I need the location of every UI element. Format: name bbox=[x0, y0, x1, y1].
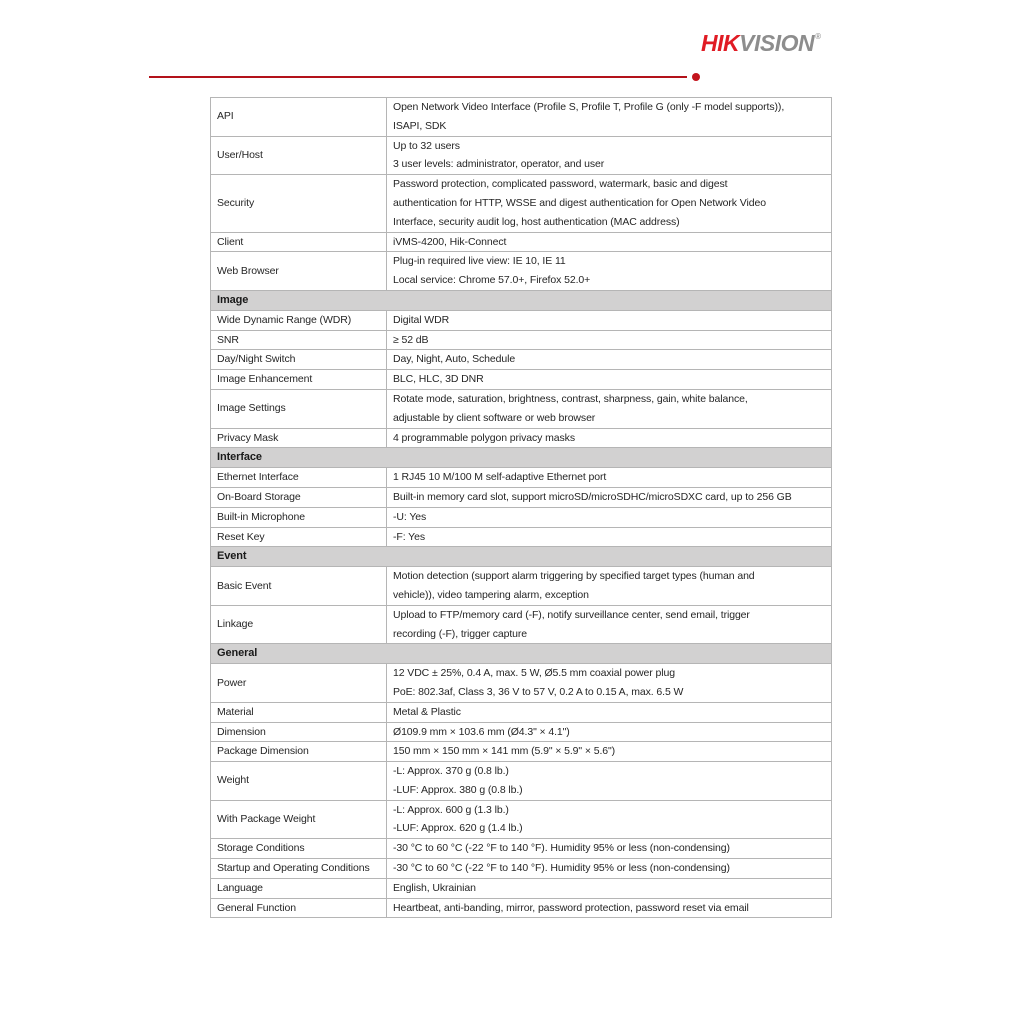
spec-row bbox=[211, 898, 832, 918]
spec-row bbox=[211, 605, 832, 644]
spec-value bbox=[387, 468, 832, 488]
spec-value-line: -L: Approx. 600 g (1.3 lb.) bbox=[393, 803, 509, 816]
spec-value-line: Open Network Video Interface (Profile S, Profile T, Profile G (only -F model supports)), bbox=[393, 101, 785, 113]
spec-label: On-Board Storage bbox=[211, 487, 387, 507]
spec-value-line: 3 user levels: administrator, operator, and user bbox=[393, 158, 605, 171]
spec-value bbox=[387, 507, 832, 527]
spec-value-line: -LUF: Approx. 620 g (1.4 lb.) bbox=[393, 822, 523, 835]
spec-row bbox=[211, 567, 832, 606]
spec-label: Security bbox=[211, 175, 387, 232]
spec-row bbox=[211, 370, 832, 390]
spec-value-line: iVMS-4200, Hik-Connect bbox=[393, 235, 507, 248]
spec-value-line: Ø109.9 mm × 103.6 mm (Ø4.3" × 4.1") bbox=[393, 725, 570, 738]
spec-label: Wide Dynamic Range (WDR) bbox=[211, 310, 387, 330]
spec-value bbox=[387, 487, 832, 507]
spec-value bbox=[387, 389, 832, 428]
spec-value-line: adjustable by client software or web browser bbox=[393, 411, 596, 424]
spec-value-line: Upload to FTP/memory card (-F), notify surveillance center, send email, trigger bbox=[393, 608, 750, 621]
spec-row bbox=[211, 428, 832, 448]
spec-value-line: -L: Approx. 370 g (0.8 lb.) bbox=[393, 765, 509, 778]
spec-value-line: 12 VDC ± 25%, 0.4 A, max. 5 W, Ø5.5 mm coaxial power plug bbox=[393, 667, 675, 680]
logo-text-vision: VISION bbox=[739, 30, 815, 56]
section-row bbox=[211, 547, 832, 567]
spec-value bbox=[387, 428, 832, 448]
spec-value bbox=[387, 350, 832, 370]
spec-value-line: Interface, security audit log, host authentication (MAC address) bbox=[393, 215, 680, 228]
spec-value-line: Up to 32 users bbox=[393, 139, 460, 152]
spec-label: Built-in Microphone bbox=[211, 507, 387, 527]
spec-value bbox=[387, 232, 832, 252]
spec-label: User/Host bbox=[211, 136, 387, 175]
spec-value-line: 1 RJ45 10 M/100 M self-adaptive Ethernet port bbox=[393, 471, 607, 484]
spec-value-line: authentication for HTTP, WSSE and digest authentication for Open Network Video bbox=[393, 196, 766, 209]
spec-value bbox=[387, 310, 832, 330]
spec-row bbox=[211, 487, 832, 507]
trademark-icon: ® bbox=[815, 32, 821, 41]
spec-value bbox=[387, 330, 832, 350]
spec-value bbox=[387, 702, 832, 722]
spec-value bbox=[387, 859, 832, 879]
spec-value bbox=[387, 762, 832, 801]
spec-row bbox=[211, 350, 832, 370]
spec-value bbox=[387, 898, 832, 918]
section-row bbox=[211, 290, 832, 310]
spec-row bbox=[211, 742, 832, 762]
spec-value-line: Plug-in required live view: IE 10, IE 11 bbox=[393, 255, 566, 268]
section-header: Image bbox=[211, 290, 832, 310]
spec-value-line: recording (-F), trigger capture bbox=[393, 627, 528, 640]
spec-table-body bbox=[211, 98, 832, 918]
spec-row bbox=[211, 878, 832, 898]
spec-label: API bbox=[211, 98, 387, 137]
spec-row bbox=[211, 507, 832, 527]
spec-value bbox=[387, 878, 832, 898]
spec-value-line: -U: Yes bbox=[393, 510, 427, 523]
logo-text-hik: HIK bbox=[701, 30, 740, 56]
spec-label: Client bbox=[211, 232, 387, 252]
spec-row bbox=[211, 859, 832, 879]
spec-value-line: Day, Night, Auto, Schedule bbox=[393, 353, 516, 366]
spec-value-line: 4 programmable polygon privacy masks bbox=[393, 431, 575, 444]
spec-value-line: ≥ 52 dB bbox=[393, 333, 429, 346]
spec-row bbox=[211, 175, 832, 232]
spec-label: Day/Night Switch bbox=[211, 350, 387, 370]
section-header: General bbox=[211, 644, 832, 664]
header-divider-dot-icon bbox=[692, 73, 700, 81]
spec-label: Basic Event bbox=[211, 567, 387, 606]
section-header: Event bbox=[211, 547, 832, 567]
spec-value bbox=[387, 252, 832, 291]
spec-value bbox=[387, 98, 832, 137]
spec-label: Linkage bbox=[211, 605, 387, 644]
spec-label: Reset Key bbox=[211, 527, 387, 547]
spec-label: Image Enhancement bbox=[211, 370, 387, 390]
spec-value-line: -F: Yes bbox=[393, 530, 425, 543]
hikvision-logo bbox=[701, 30, 821, 57]
spec-row bbox=[211, 232, 832, 252]
spec-value-line: ISAPI, SDK bbox=[393, 119, 447, 132]
spec-label: Web Browser bbox=[211, 252, 387, 291]
spec-row bbox=[211, 98, 832, 137]
spec-label: Image Settings bbox=[211, 389, 387, 428]
spec-label: Power bbox=[211, 664, 387, 703]
spec-row bbox=[211, 527, 832, 547]
spec-value-line: -30 °C to 60 °C (-22 °F to 140 °F). Humidity 95% or less (non-condensing) bbox=[393, 842, 730, 855]
spec-label: General Function bbox=[211, 898, 387, 918]
spec-value-line: BLC, HLC, 3D DNR bbox=[393, 373, 484, 386]
spec-value bbox=[387, 605, 832, 644]
spec-value-line: vehicle)), video tampering alarm, exception bbox=[393, 588, 589, 601]
header-divider-rule bbox=[149, 76, 687, 78]
spec-value bbox=[387, 800, 832, 839]
spec-value-line: -30 °C to 60 °C (-22 °F to 140 °F). Humidity 95% or less (non-condensing) bbox=[393, 862, 730, 875]
spec-value-line: Local service: Chrome 57.0+, Firefox 52.0+ bbox=[393, 274, 591, 287]
spec-value-line: Metal & Plastic bbox=[393, 705, 461, 718]
spec-row bbox=[211, 468, 832, 488]
spec-label: Startup and Operating Conditions bbox=[211, 859, 387, 879]
section-header: Interface bbox=[211, 448, 832, 468]
spec-row bbox=[211, 310, 832, 330]
spec-label: Privacy Mask bbox=[211, 428, 387, 448]
spec-value bbox=[387, 664, 832, 703]
spec-value-line: Built-in memory card slot, support microSD/microSDHC/microSDXC card, up to 256 GB bbox=[393, 490, 792, 503]
section-row bbox=[211, 644, 832, 664]
spec-value bbox=[387, 742, 832, 762]
section-row bbox=[211, 448, 832, 468]
spec-value-line: -LUF: Approx. 380 g (0.8 lb.) bbox=[393, 783, 523, 796]
spec-row bbox=[211, 722, 832, 742]
spec-value-line: PoE: 802.3af, Class 3, 36 V to 57 V, 0.2 A to 0.15 A, max. 6.5 W bbox=[393, 685, 684, 698]
spec-row bbox=[211, 252, 832, 291]
spec-row bbox=[211, 330, 832, 350]
spec-row bbox=[211, 136, 832, 175]
spec-value-line: Motion detection (support alarm triggering by specified target types (human and bbox=[393, 570, 755, 583]
spec-row bbox=[211, 839, 832, 859]
spec-label: Storage Conditions bbox=[211, 839, 387, 859]
spec-value-line: Rotate mode, saturation, brightness, contrast, sharpness, gain, white balance, bbox=[393, 392, 748, 405]
spec-value bbox=[387, 175, 832, 232]
spec-value-line: English, Ukrainian bbox=[393, 881, 476, 894]
spec-label: With Package Weight bbox=[211, 800, 387, 839]
spec-label: Weight bbox=[211, 762, 387, 801]
spec-row bbox=[211, 702, 832, 722]
spec-label: Dimension bbox=[211, 722, 387, 742]
spec-table bbox=[210, 97, 832, 918]
spec-value bbox=[387, 839, 832, 859]
spec-value-line: 150 mm × 150 mm × 141 mm (5.9" × 5.9" × 5.6") bbox=[393, 745, 616, 758]
spec-row bbox=[211, 800, 832, 839]
spec-row bbox=[211, 664, 832, 703]
spec-value bbox=[387, 527, 832, 547]
spec-value bbox=[387, 567, 832, 606]
spec-value bbox=[387, 136, 832, 175]
spec-value-line: Digital WDR bbox=[393, 313, 450, 326]
spec-value-line: Heartbeat, anti-banding, mirror, password protection, password reset via email bbox=[393, 901, 749, 914]
spec-row bbox=[211, 389, 832, 428]
spec-value bbox=[387, 370, 832, 390]
spec-label: Package Dimension bbox=[211, 742, 387, 762]
spec-label: Ethernet Interface bbox=[211, 468, 387, 488]
spec-value bbox=[387, 722, 832, 742]
spec-label: Material bbox=[211, 702, 387, 722]
spec-value-line: Password protection, complicated password, watermark, basic and digest bbox=[393, 178, 728, 191]
spec-label: SNR bbox=[211, 330, 387, 350]
spec-row bbox=[211, 762, 832, 801]
spec-label: Language bbox=[211, 878, 387, 898]
